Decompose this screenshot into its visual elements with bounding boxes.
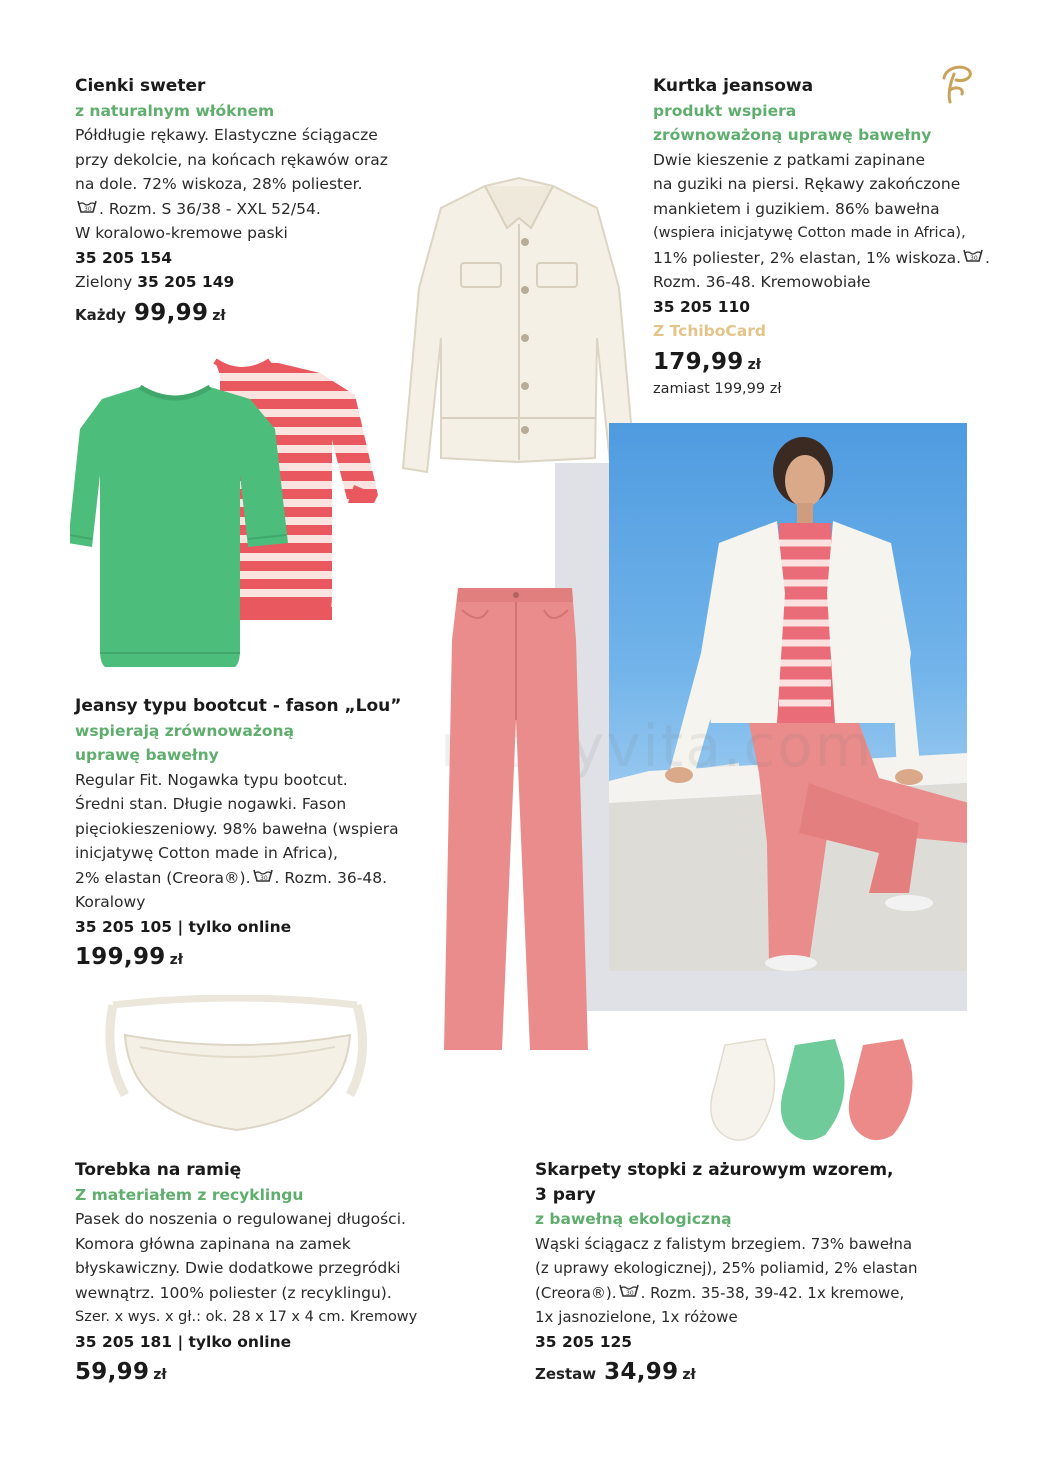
sweater-desc-2: przy dekolcie, na końcach rękawów oraz bbox=[75, 150, 388, 169]
bag-desc-2: Komora główna zapinana na zamek bbox=[75, 1234, 351, 1253]
jacket-desc-2: na guziki na piersi. Rękawy zakończone bbox=[653, 175, 961, 193]
jacket-card: Z TchiboCard bbox=[653, 322, 767, 341]
jacket-size: Rozm. 36-48. Kremowobiałe bbox=[653, 273, 871, 292]
sweater-price: 99,99 bbox=[134, 299, 209, 326]
jacket-subtitle-2: zrównoważoną uprawę bawełny bbox=[653, 126, 932, 144]
sweater-variant2-article: 35 205 149 bbox=[137, 273, 235, 292]
jeans-desc-2: Średni stan. Długie nogawki. Fason bbox=[75, 795, 347, 813]
jacket-desc-5-line: 11% poliester, 2% elastan, 1% wiskoza. 30 . bbox=[653, 246, 1033, 271]
bag-product-image bbox=[95, 995, 380, 1135]
jeans-currency: zł bbox=[169, 952, 183, 969]
sweater-desc-3: na dole. 72% wiskoza, 28% poliester. bbox=[75, 175, 363, 193]
socks-title-1: Skarpety stopki z ażurowym wzorem, bbox=[535, 1160, 894, 1180]
sweater-product-image bbox=[70, 345, 390, 670]
sweater-subtitle: z naturalnym włóknem bbox=[75, 101, 275, 120]
socks-currency: zł bbox=[682, 1367, 696, 1384]
sweater-variant: W koralowo-kremowe paski bbox=[75, 224, 288, 243]
jacket-title: Kurtka jeansowa bbox=[653, 76, 814, 96]
jeans-desc-5-line bbox=[75, 866, 455, 891]
socks-desc-3-line bbox=[535, 1281, 1005, 1306]
socks-product-image bbox=[695, 1035, 945, 1145]
jeans-subtitle-2: uprawę bawełny bbox=[75, 746, 219, 764]
bag-currency: zł bbox=[153, 1367, 167, 1383]
socks-desc-3b: . Rozm. 35-38, 39-42. 1x kremowe, bbox=[640, 1283, 905, 1302]
jeans-desc-4: inicjatywę Cotton made in Africa), bbox=[75, 844, 338, 862]
wash-icon bbox=[253, 866, 273, 891]
jeans-price: 199,99 bbox=[75, 944, 166, 971]
wash-icon bbox=[619, 1281, 639, 1306]
bag-title: Torebka na ramię bbox=[75, 1160, 242, 1180]
bag-info bbox=[75, 1158, 495, 1388]
bag-article: 35 205 181 | tylko online bbox=[75, 1332, 292, 1351]
jeans-info bbox=[75, 694, 455, 973]
sweater-price-line bbox=[75, 301, 435, 329]
socks-article: 35 205 125 bbox=[535, 1332, 633, 1351]
socks-desc-2: (z uprawy ekologicznej), 25% poliamid, 2% elastan bbox=[535, 1259, 918, 1277]
sweater-currency: zł bbox=[212, 307, 226, 324]
sweater-size: . Rozm. S 36/38 - XXL 52/54. bbox=[99, 199, 321, 218]
jeans-desc-5b: . Rozm. 36-48. bbox=[274, 868, 387, 887]
socks-price: 34,99 bbox=[604, 1359, 679, 1386]
jacket-product-image bbox=[397, 168, 642, 503]
bag-desc-1: Pasek do noszenia o regulowanej długości. bbox=[75, 1210, 406, 1228]
jacket-info bbox=[653, 74, 1033, 402]
jeans-desc-1: Regular Fit. Nogawka typu bootcut. bbox=[75, 770, 348, 789]
jacket-desc-1: Dwie kieszenie z patkami zapinane bbox=[653, 150, 926, 169]
watermark: mocyvita.com bbox=[440, 712, 874, 780]
socks-info bbox=[535, 1158, 1005, 1388]
sweater-desc-1: Półdługie rękawy. Elastyczne ściągacze bbox=[75, 126, 378, 144]
model-photo bbox=[609, 423, 967, 971]
socks-title-2: 3 pary bbox=[535, 1184, 596, 1205]
jacket-desc-3: mankietem i guzikiem. 86% bawełna bbox=[653, 199, 940, 218]
wash-icon bbox=[963, 246, 983, 271]
sweater-variant2-label: Zielony bbox=[75, 273, 133, 292]
bag-desc-3: błyskawiczny. Dwie dodatkowe przegródki bbox=[75, 1259, 401, 1277]
socks-desc-1: Wąski ściągacz z falistym brzegiem. 73% bawełna bbox=[535, 1234, 913, 1253]
socks-desc-3a: (Creora®). bbox=[535, 1283, 617, 1302]
jeans-desc-3: pięciokieszeniowy. 98% bawełna (wspiera bbox=[75, 819, 399, 838]
jeans-product-image bbox=[440, 580, 590, 1055]
socks-price-prefix: Zestaw bbox=[535, 1365, 597, 1384]
jeans-subtitle-1: wspierają zrównoważoną bbox=[75, 721, 294, 740]
socks-desc-4: 1x jasnozielone, 1x różowe bbox=[535, 1308, 738, 1327]
jacket-subtitle-1: produkt wspiera bbox=[653, 101, 797, 120]
bag-price-line bbox=[75, 1360, 495, 1388]
bag-desc-5: Szer. x wys. x gł.: ok. 28 x 17 x 4 cm. Kremowy bbox=[75, 1309, 418, 1325]
wash-icon bbox=[77, 197, 97, 222]
jeans-price-line bbox=[75, 945, 455, 973]
sweater-price-prefix: Każdy bbox=[75, 305, 126, 324]
bag-price: 59,99 bbox=[75, 1359, 150, 1385]
jacket-article: 35 205 110 bbox=[653, 297, 751, 316]
socks-subtitle: z bawełną ekologiczną bbox=[535, 1210, 732, 1228]
sweater-variant2-line bbox=[75, 270, 435, 295]
jeans-desc-5a: 2% elastan (Creora®). bbox=[75, 868, 251, 887]
jeans-article: 35 205 105 | tylko online bbox=[75, 917, 292, 936]
jeans-title: Jeansy typu bootcut - fason „Lou” bbox=[75, 696, 402, 716]
sweater-title: Cienki sweter bbox=[75, 76, 206, 96]
bag-subtitle: Z materiałem z recyklingu bbox=[75, 1185, 304, 1204]
jacket-old-price: zamiast 199,99 zł bbox=[653, 381, 782, 398]
jacket-price: 179,99 bbox=[653, 348, 744, 375]
sweater-size-line bbox=[75, 197, 435, 222]
svg-text:30: 30 bbox=[259, 874, 268, 882]
svg-text:30: 30 bbox=[970, 254, 978, 262]
sweater-article: 35 205 154 bbox=[75, 248, 173, 267]
svg-text:30: 30 bbox=[625, 1289, 634, 1297]
jacket-desc-4: (wspiera inicjatywę Cotton made in Africa), bbox=[653, 225, 966, 241]
sweater-info bbox=[75, 74, 435, 328]
jacket-currency: zł bbox=[747, 356, 761, 373]
socks-price-line bbox=[535, 1360, 1005, 1388]
jeans-color: Koralowy bbox=[75, 893, 146, 912]
jacket-price-line bbox=[653, 350, 1033, 378]
jacket-desc-5: 11% poliester, 2% elastan, 1% wiskoza. bbox=[653, 248, 961, 267]
svg-text:30: 30 bbox=[84, 205, 92, 213]
bag-desc-4: wewnątrz. 100% poliester (z recyklingu). bbox=[75, 1283, 392, 1302]
